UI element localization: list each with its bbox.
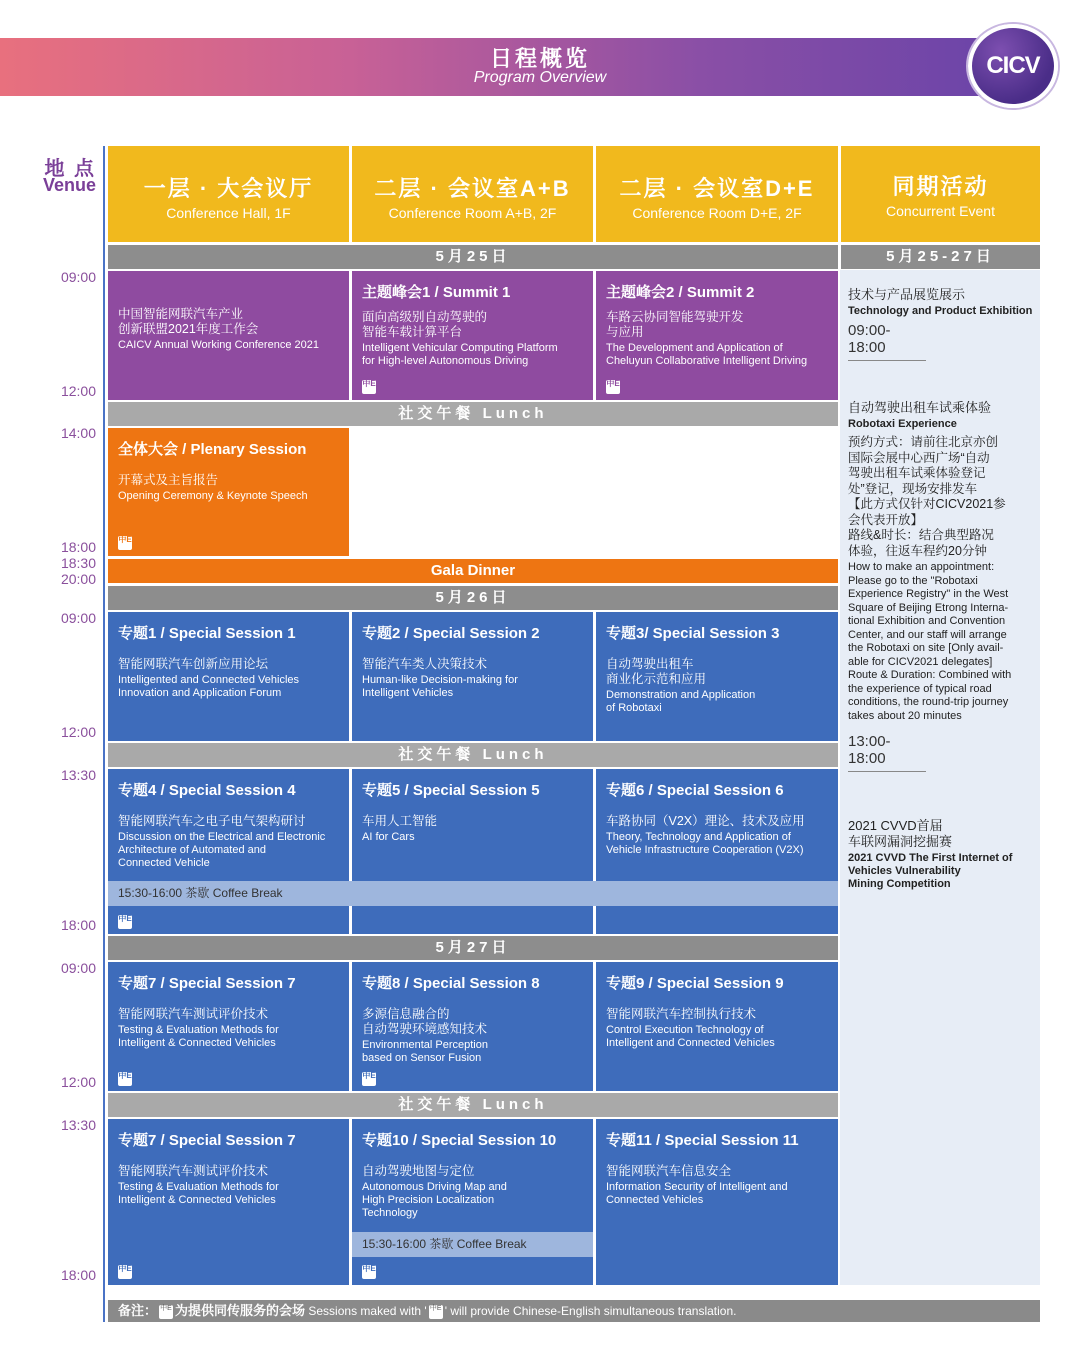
- event-time: 13:00-18:00: [848, 733, 926, 772]
- event-robotaxi: [848, 400, 1038, 772]
- footer-note-en-a: Sessions maked with ': [308, 1304, 427, 1318]
- time-label: 18:00: [60, 917, 96, 933]
- session-topic-cn: 智能网联汽车创新应用论坛: [118, 657, 269, 671]
- time-label: 18:00: [60, 539, 96, 555]
- session-heading: 专题3/ Special Session 3: [606, 625, 780, 642]
- session-topic-en: The Development and Application of Cheluyun Collaborative Intelligent Driving: [606, 342, 808, 367]
- footer-prefix: 备注：: [118, 1303, 158, 1318]
- venue-name-en: Concurrent Event: [886, 203, 995, 219]
- special-session-10: [352, 1119, 593, 1285]
- event-expo: [848, 287, 1038, 361]
- special-session-7: [108, 962, 349, 1091]
- session-topic-cn: 自动驾驶地图与定位: [362, 1164, 475, 1178]
- event-title-en: 2021 CVVD The First Internet of Vehicles Vulnerability Mining Competition: [848, 852, 1013, 890]
- session-topic-cn: 智能网联汽车之电子电气架构研讨: [118, 814, 306, 828]
- event-title-cn: 自动驾驶出租车试乘体验: [848, 400, 992, 415]
- time-label: 09:00: [60, 269, 96, 285]
- session-topic-cn: 自动驾驶出租车 商业化示范和应用: [606, 657, 707, 686]
- day-bar-may27: 5月27日: [108, 936, 838, 960]
- session-topic-cn: 多源信息融合的 自动驾驶环境感知技术: [362, 1007, 488, 1036]
- page-title: 日程概览: [489, 46, 590, 71]
- session-topic-cn: 车路云协同智能驾驶开发 与应用: [606, 310, 744, 339]
- session-topic-cn: 车路协同（V2X）理论、技术及应用: [606, 814, 805, 828]
- event-time: 09:00-18:00: [848, 322, 926, 361]
- coffee-break-bar: 15:30-16:00 茶歇 Coffee Break: [108, 881, 838, 906]
- time-label: 09:00: [60, 610, 96, 626]
- venue-name-cn: 一层 · 大会议厅: [143, 176, 314, 201]
- venue-name-cn: 二层 · 会议室D+E: [619, 176, 815, 201]
- time-axis-line: [103, 146, 105, 1322]
- session-summit-1: [352, 271, 593, 400]
- session-heading: 专题6 / Special Session 6: [606, 782, 784, 799]
- translation-icon: 中E: [159, 1305, 173, 1319]
- translation-icon: 中E: [118, 1072, 132, 1086]
- venue-name-en: Conference Hall, 1F: [166, 205, 291, 221]
- venue-header-room-ab: [352, 146, 593, 242]
- day-bar-may25: 5月25日: [108, 245, 838, 269]
- translation-icon: 中E: [362, 1265, 376, 1279]
- session-heading: 专题9 / Special Session 9: [606, 975, 784, 992]
- venue-label-cn: 地 点: [44, 158, 96, 180]
- session-topic-en: Opening Ceremony & Keynote Speech: [118, 490, 308, 502]
- footer-note: [108, 1300, 1040, 1322]
- lunch-bar: 社交午餐 Lunch: [108, 743, 838, 767]
- special-session-5: [352, 769, 593, 934]
- session-topic-cn: 开幕式及主旨报告: [118, 473, 219, 487]
- session-heading: 专题10 / Special Session 10: [362, 1132, 557, 1149]
- session-topic-en: Demonstration and Application of Robotaxi: [606, 689, 756, 714]
- translation-icon: 中E: [606, 380, 620, 394]
- session-topic-cn: 智能网联汽车测试评价技术: [118, 1164, 269, 1178]
- time-label: 13:30: [60, 767, 96, 783]
- event-cvvd: [848, 818, 1038, 891]
- time-label: 12:00: [60, 1074, 96, 1090]
- session-heading: 专题7 / Special Session 7: [118, 1132, 296, 1149]
- translation-icon: 中E: [362, 1072, 376, 1086]
- day-bar-may26: 5月26日: [108, 586, 838, 610]
- session-topic-cn: 智能汽车类人决策技术: [362, 657, 488, 671]
- translation-icon: 中E: [118, 915, 132, 929]
- time-label: 14:00: [60, 425, 96, 441]
- event-title-en: Robotaxi Experience: [848, 418, 957, 430]
- session-heading: 专题1 / Special Session 1: [118, 625, 296, 642]
- session-heading: 专题8 / Special Session 8: [362, 975, 540, 992]
- time-label: 09:00: [60, 960, 96, 976]
- translation-icon: 中E: [118, 536, 132, 550]
- session-heading: 专题4 / Special Session 4: [118, 782, 296, 799]
- time-label: 12:00: [60, 724, 96, 740]
- session-topic-en: Testing & Evaluation Methods for Intelligent & Connected Vehicles: [118, 1024, 279, 1049]
- session-topic-cn: 面向高级别自动驾驶的 智能车载计算平台: [362, 310, 488, 339]
- session-topic-en: Testing & Evaluation Methods for Intelligent & Connected Vehicles: [118, 1181, 279, 1206]
- footer-note-en-b: ' will provide Chinese-English simultaneous translation.: [444, 1304, 737, 1318]
- event-title-cn: 技术与产品展览展示: [848, 287, 966, 302]
- venue-label-en: Venue: [42, 175, 96, 195]
- venue-name-en: Conference Room D+E, 2F: [632, 205, 802, 221]
- session-topic-cn: 智能网联汽车控制执行技术: [606, 1007, 757, 1021]
- time-label: 18:30: [60, 555, 96, 571]
- translation-icon: 中E: [362, 380, 376, 394]
- event-description-cn: 预约方式：请前往北京亦创 国际会展中心西广场“自动 驾驶出租车试乘体验登记 处”登记，现场安排发车 【此方式仅针对CICV2021参 会代表开放】 路线&时长：结合典型路况 体验，往返车程约20分钟: [848, 435, 1006, 558]
- special-session-8: [352, 962, 593, 1091]
- special-session-11: [596, 1119, 838, 1285]
- session-topic-cn: 智能网联汽车测试评价技术: [118, 1007, 269, 1021]
- session-plenary: [108, 428, 349, 556]
- lunch-bar: 社交午餐 Lunch: [108, 402, 838, 426]
- time-label: 20:00: [60, 571, 96, 587]
- session-topic-en: Autonomous Driving Map and High Precision Localization Technology: [362, 1181, 507, 1219]
- session-heading: 主题峰会2 / Summit 2: [606, 284, 755, 301]
- venue-name-en: Conference Room A+B, 2F: [388, 205, 557, 221]
- translation-icon: 中E: [429, 1305, 443, 1319]
- session-topic-en: Intelligent Vehicular Computing Platform for High-level Autonomous Driving: [362, 342, 558, 367]
- venue-header-room-de: [596, 146, 838, 242]
- session-topic-en: Environmental Perception based on Sensor Fusion: [362, 1039, 488, 1064]
- lunch-bar: 社交午餐 Lunch: [108, 1093, 838, 1117]
- session-topic-en: Information Security of Intelligent and Connected Vehicles: [606, 1181, 788, 1206]
- footer-note-cn: 为提供同传服务的会场: [175, 1303, 306, 1318]
- session-heading: 全体大会 / Plenary Session: [118, 441, 307, 458]
- venue-header-hall-1f: [108, 146, 349, 242]
- special-session-4: [108, 769, 349, 934]
- gala-dinner-bar: Gala Dinner: [108, 559, 838, 583]
- time-label: 12:00: [60, 383, 96, 399]
- day-bar-may25-27: 5月25-27日: [841, 245, 1040, 269]
- session-heading: 专题5 / Special Session 5: [362, 782, 540, 799]
- time-label: 13:30: [60, 1117, 96, 1133]
- session-topic-en: Control Execution Technology of Intelligent and Connected Vehicles: [606, 1024, 775, 1049]
- special-session-1: [108, 612, 349, 741]
- coffee-break-bar: 15:30-16:00 茶歇 Coffee Break: [352, 1232, 593, 1257]
- page-subtitle: Program Overview: [473, 69, 607, 86]
- session-topic-en: AI for Cars: [362, 831, 415, 843]
- session-topic-cn: 智能网联汽车信息安全: [606, 1164, 732, 1178]
- session-topic-en: Human-like Decision-making for Intelligent Vehicles: [362, 674, 518, 699]
- event-title-en: Technology and Product Exhibition: [848, 305, 1033, 317]
- translation-icon: 中E: [118, 1265, 132, 1279]
- session-topic-en: Theory, Technology and Application of Vehicle Infrastructure Cooperation (V2X): [606, 831, 804, 856]
- session-heading: 专题7 / Special Session 7: [118, 975, 296, 992]
- special-session-7-afternoon: [108, 1119, 349, 1285]
- session-title-en: CAICV Annual Working Conference 2021: [118, 339, 319, 351]
- special-session-3: [596, 612, 838, 741]
- event-title-cn: 2021 CVVD首届 车联网漏洞挖掘赛: [848, 818, 953, 849]
- time-label: 18:00: [60, 1267, 96, 1283]
- session-heading: 专题2 / Special Session 2: [362, 625, 540, 642]
- session-heading: 主题峰会1 / Summit 1: [362, 284, 511, 301]
- venue-header-concurrent: [841, 146, 1040, 242]
- session-summit-2: [596, 271, 838, 400]
- session-topic-en: Intelligented and Connected Vehicles Innovation and Application Forum: [118, 674, 300, 699]
- special-session-6: [596, 769, 838, 934]
- special-session-2: [352, 612, 593, 741]
- session-heading: 专题11 / Special Session 11: [606, 1132, 799, 1149]
- venue-name-cn: 同期活动: [892, 174, 989, 199]
- session-topic-en: Discussion on the Electrical and Electronic Architecture of Automated and Connected Vehicle: [118, 831, 326, 869]
- cicv-logo-text: CICV: [986, 52, 1040, 79]
- event-description-en: How to make an appointment: Please go to the "Robotaxi Experience Registry" in the West Square of Beijing Etrong Interna- tional Exhibition and Convention Center, and our staff will arrange the Robotaxi on site [Only avail- able for CICV2021 delegates] Route & Duration: Combined with the experience of typical road conditions, the round-trip journey takes about 20 minutes: [848, 561, 1012, 722]
- special-session-9: [596, 962, 838, 1091]
- session-caicv-conference: [108, 271, 349, 400]
- session-topic-cn: 车用人工智能: [362, 814, 438, 828]
- venue-name-cn: 二层 · 会议室A+B: [374, 176, 571, 201]
- session-title-cn: 中国智能网联汽车产业 创新联盟2021年度工作会: [118, 307, 259, 336]
